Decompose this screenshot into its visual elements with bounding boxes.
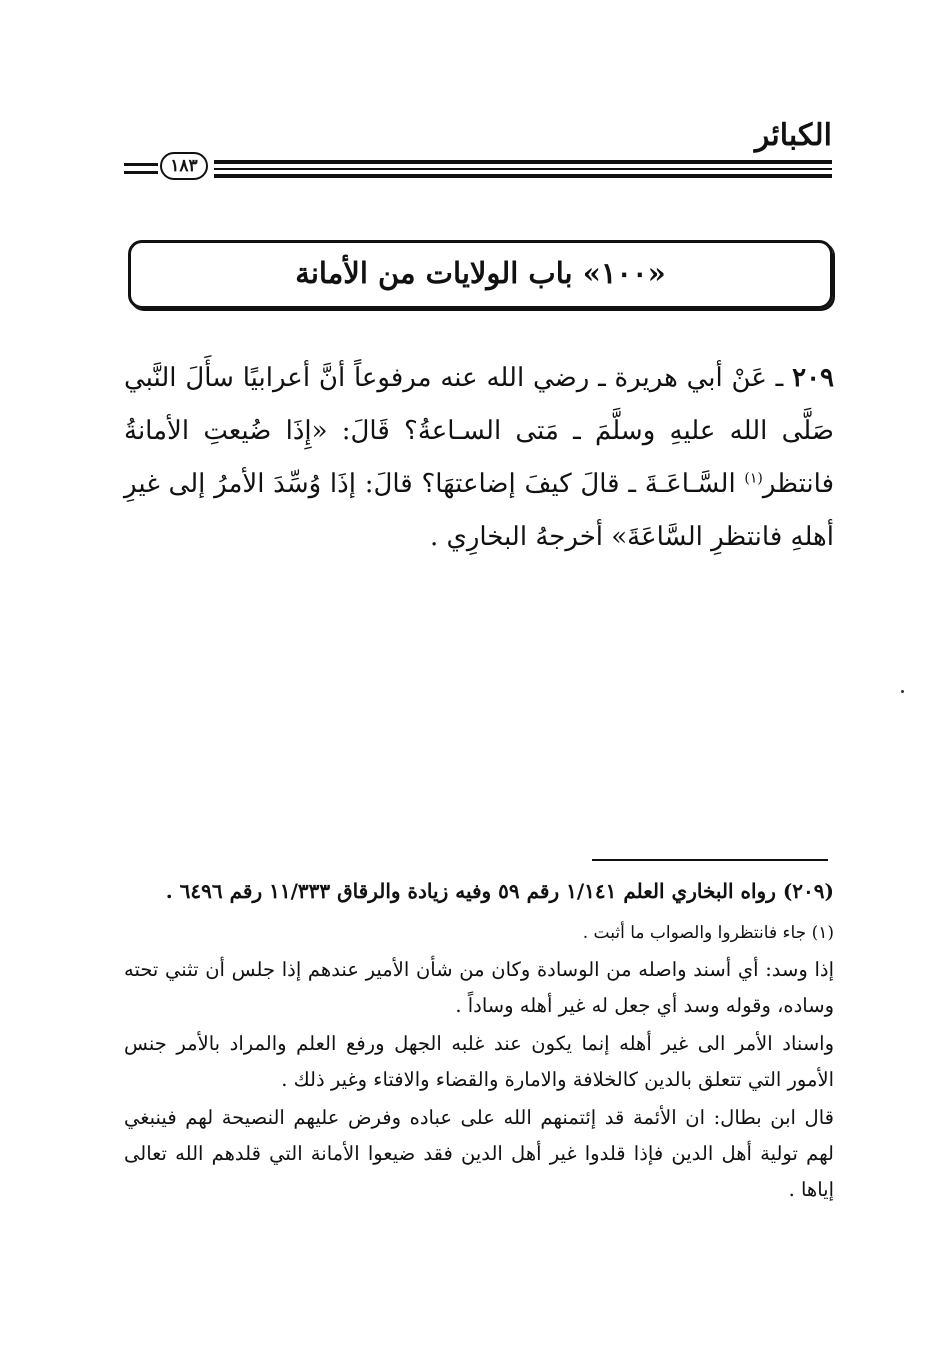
hadith-paragraph [124,352,834,564]
hadith-text-part1: ـ عَنْ أبي هريرة ـ رضي الله عنه مرفوعاً أنَّ أعرابيًا سأَلَ النَّبي صَلَّى الله عليهِ وسلَّمَ ـ مَتى السـاعةُ؟ قَالَ: «إِذَا ضُيعتِ الأمانةُ فانتظر [124,363,834,499]
chapter-title: «١٠٠» باب الولايات من الأمانة [295,256,666,290]
running-title: الكبائر [754,118,832,153]
page-number: ١٨٣ [160,152,208,180]
footnote-hadith-source [124,872,834,910]
footnote-hadith-number: (٢٠٩) [782,879,834,903]
hadith-body [124,352,834,564]
hadith-text-part2: السَّـاعَـةَ ـ قالَ كيفَ إضاعتهَا؟ قالَ: إذَا وُسِّدَ الأمرُ إلى غيرِ أهلهِ فانتظرِ السَّاعَةَ» أخرجهُ البخارِي . [124,469,834,552]
header-rule-short [124,163,158,166]
header-rule [214,160,832,164]
gloss-ibn-battal: قال ابن بطال: ان الأئمة قد إئتمنهم الله على عباده وفرض عليهم النصيحة لهم فينبغي لهم تولية أهل الدين فإذا قلدوا غير أهل الدين فقد ضيعوا الأمانة التي قلدهم الله تعالى إياها . [124,1106,834,1201]
footnote-note-1-number: (١) [811,923,834,943]
hadith-number: ٢٠٩ [792,363,835,393]
footnote-note-1-text: جاء فانتظروا والصواب ما أثبت . [582,923,812,943]
footnotes-section [124,872,834,1208]
footnote-separator [592,859,828,861]
chapter-heading-box [128,240,833,309]
footnote-hadith-text: رواه البخاري العلم ١/١٤١ رقم ٥٩ وفيه زيادة والرقاق ١١/٣٣٣ رقم ٦٤٩٦ . [165,879,783,903]
header-rule-short [124,171,158,174]
header-rule [214,174,832,178]
gloss-isnad: واسناد الأمر الى غير أهله إنما يكون عند غلبه الجهل ورفع العلم والمراد بالأمر جنس الأمور التي تتعلق بالدين كالخلافة والامارة والقضاء والافتاء وغير ذلك . [124,1032,834,1091]
header-rule [214,168,832,170]
footnote-reference[interactable]: (١) [744,470,763,487]
gloss-wussida: إذا وسد: أي أسند واصله من الوسادة وكان من شأن الأمير عندهم إذا جلس أن تثني تحته وساده، وقوله وسد أي جعل له غير أهله وساداً . [124,958,834,1017]
scan-speck [901,690,904,693]
footnote-note-1 [124,916,834,950]
